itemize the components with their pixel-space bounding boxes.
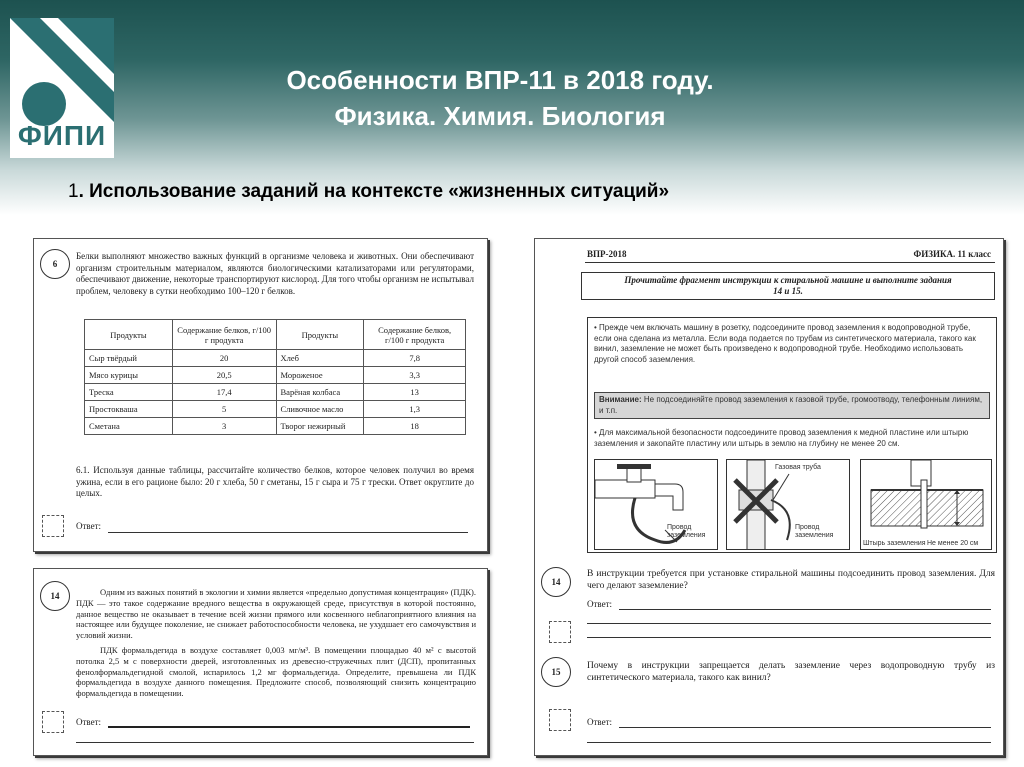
tap-illustration	[594, 459, 718, 550]
table-row	[85, 418, 466, 435]
table-cell: 18	[364, 418, 466, 435]
subtitle-text: . Использование заданий на контексте «жизненных ситуаций»	[78, 181, 670, 202]
subtitle-number: 1	[68, 181, 79, 202]
gas-wire-label: Провод заземления	[795, 524, 834, 539]
q15-text: Почему в инструкции запрещается делать заземление через водопроводную трубу из синтетического материала, такого как винил?	[587, 661, 995, 683]
instruction-banner: Прочитайте фрагмент инструкции к стиральной машине и выполните задания 14 и 15.	[581, 272, 995, 300]
table-row	[85, 367, 466, 384]
answer-box	[549, 621, 571, 643]
table-cell: Мясо курицы	[85, 367, 173, 384]
task-number-badge: 6	[40, 249, 70, 279]
table-cell: Сыр твёрдый	[85, 350, 173, 367]
task-paragraph-2: ПДК формальдегида в воздухе составляет 0,003 мг/м³. В помещении площадью 40 м² с высотой потолка 2,5 м с поверхности дверей, изготовленных из древесно-стружечных плит (ДСП), пропитанных фенолформальдегидной смолой, испарилось 1,2 мг формальдегида. Определите, превышена ли ПДК формальдегида в воздухе данного помещения. Предложите способ, позволяющий снизить концентрацию формальдегида в помещении.	[76, 645, 476, 699]
ground-rod-label: Штырь заземления	[863, 540, 926, 547]
table-cell: 1,3	[364, 401, 466, 418]
answer-label: Ответ:	[587, 599, 613, 609]
page-header-left: ВПР-2018	[587, 249, 627, 259]
instruction-fragment	[587, 317, 997, 553]
answer-label: Ответ:	[76, 521, 102, 531]
ground-rod-drawing	[861, 460, 992, 550]
gas-pipe-label: Газовая труба	[775, 464, 821, 471]
page-title	[160, 62, 840, 134]
table-cell: Варёная колбаса	[276, 384, 364, 401]
task-number-badge: 14	[541, 567, 571, 597]
gas-pipe-illustration	[726, 459, 850, 550]
table-header-cell: Содержание белков, г/100 г продукта	[364, 320, 466, 350]
task-card-6	[33, 238, 488, 552]
table-cell: 17,4	[172, 384, 276, 401]
title-line-1: Особенности ВПР-11 в 2018 году.	[286, 65, 714, 95]
answer-line	[587, 742, 991, 743]
instruction-text-1: • Прежде чем включать машину в розетку, подсоедините провод заземления к водопроводной трубе, если она сделана из металла. Если вода подается по трубам из синтетического материала, такого как винил, заземление не может быть произведено к водопроводной трубе. Необходимо использовать другой способ заземления.	[594, 323, 976, 364]
answer-box	[549, 709, 571, 731]
task-intro-text: Белки выполняют множество важных функций в организме человека и животных. Они обеспечивают организм строительным материалом, являются биологическими катализаторами или регуляторами, обеспечивают движение, некоторые транспортируют кислород. Для того чтобы организм не испытывал проблем, человеку в сутки необходимо 100–120 г белков.	[76, 251, 474, 296]
table-header-cell: Продукты	[85, 320, 173, 350]
table-cell: 3	[172, 418, 276, 435]
table-cell: Сливочное масло	[276, 401, 364, 418]
warning-box	[594, 392, 990, 419]
q14-text: В инструкции требуется при установке стиральной машины подсоединить провод заземления. Для чего делают заземление?	[587, 569, 995, 591]
instruction-text-2: • Для максимальной безопасности подсоедините провод заземления к медной пластине или штырю заземления и закопайте пластину или штырь в землю на глубину не менее 20 см.	[594, 428, 969, 448]
table-cell: Простокваша	[85, 401, 173, 418]
answer-line	[619, 727, 991, 728]
answer-line	[108, 532, 468, 533]
warning-title: Внимание:	[599, 395, 642, 404]
table-cell: 3,3	[364, 367, 466, 384]
table-cell: 5	[172, 401, 276, 418]
ground-rod-illustration	[860, 459, 992, 550]
table-cell: Сметана	[85, 418, 173, 435]
warning-text: Не подсоединяйте провод заземления к газовой трубе, громоотводу, телефонным линиям, и т.п.	[599, 395, 983, 415]
fipi-logo	[10, 18, 114, 158]
table-cell: 13	[364, 384, 466, 401]
answer-line	[587, 637, 991, 638]
answer-label: Ответ:	[76, 717, 102, 727]
table-cell: 20,5	[172, 367, 276, 384]
task-number-badge: 14	[40, 581, 70, 611]
answer-box	[42, 515, 64, 537]
task-paragraph-1: Одним из важных понятий в экологии и химии является «предельно допустимая концентрация» (ПДК). ПДК — это такое содержание вредного вещества в окружающей среде, присутствуя в которой постоянно, данное вещество не оказывает в течение всей жизни прямого или косвенного неблагоприятного влияния на настоящее или будущее поколение, не снижает работоспособности человека, не ухудшает его самочувствия и условий жизни.	[76, 587, 476, 641]
answer-line	[619, 609, 991, 610]
page-header-right: ФИЗИКА. 11 класс	[913, 249, 991, 259]
header-rule	[585, 262, 995, 263]
depth-label: Не менее 20 см	[927, 540, 979, 547]
table-row	[85, 384, 466, 401]
answer-box	[42, 711, 64, 733]
answer-label: Ответ:	[587, 717, 613, 727]
task-card-14-chemistry	[33, 568, 488, 756]
table-row	[85, 350, 466, 367]
table-header-row	[85, 320, 466, 350]
protein-table	[84, 319, 466, 435]
table-row	[85, 401, 466, 418]
table-cell: 7,8	[364, 350, 466, 367]
table-cell: 20	[172, 350, 276, 367]
table-header-cell: Продукты	[276, 320, 364, 350]
title-line-2: Физика. Химия. Биология	[334, 101, 666, 131]
table-header-cell: Содержание белков, г/100 г продукта	[172, 320, 276, 350]
tap-wire-label: Провод заземления	[667, 524, 706, 539]
answer-line	[76, 742, 474, 743]
section-subtitle	[68, 181, 669, 203]
answer-line	[587, 623, 991, 624]
table-cell: Творог нежирный	[276, 418, 364, 435]
table-cell: Мороженое	[276, 367, 364, 384]
table-cell: Хлеб	[276, 350, 364, 367]
answer-line	[108, 726, 470, 728]
task-question-text: 6.1. Используя данные таблицы, рассчитайте количество белков, которое человек получил во время ужина, если в его рационе было: 20 г хлеба, 50 г сметаны, 15 г сыра и 75 г трески. Ответ округлите до целых.	[76, 465, 474, 498]
task-number-badge: 15	[541, 657, 571, 687]
table-cell: Треска	[85, 384, 173, 401]
task-card-physics	[534, 238, 1004, 756]
logo-text: ФИПИ	[17, 120, 107, 151]
